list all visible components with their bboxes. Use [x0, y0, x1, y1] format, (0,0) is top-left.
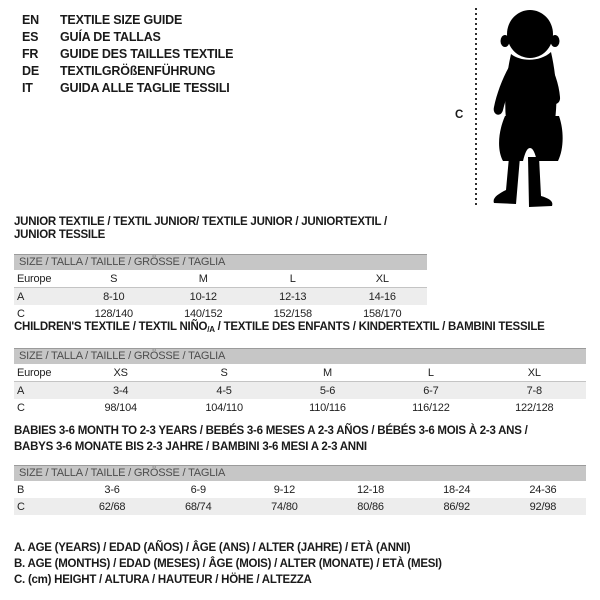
measure-legend [14, 540, 442, 588]
babies-size-table [14, 481, 586, 515]
value-cell: 7-8 [526, 384, 542, 397]
size-header-bar: SIZE / TALLA / TAILLE / GRÖSSE / TAGLIA [14, 348, 586, 364]
size-header-bar: SIZE / TALLA / TAILLE / GRÖSSE / TAGLIA [14, 465, 586, 481]
section-title-part1: CHILDREN'S TEXTILE / TEXTIL NIÑO [14, 321, 208, 333]
size-cell: XL [483, 364, 586, 382]
value-cell: 3-4 [113, 384, 129, 397]
toddler-silhouette-icon [482, 10, 582, 208]
value-cell: 4-5 [216, 384, 232, 397]
size-cell: XL [338, 270, 428, 288]
table-row [14, 399, 586, 416]
section-title-line1: BABIES 3-6 MONTH TO 2-3 YEARS / BEBÉS 3-6 MESES A 2-3 AÑOS / BÉBÉS 3-6 MOIS À 2-3 ANS / [14, 425, 528, 437]
value-cell: 5-6 [319, 384, 336, 397]
row-label: Europe [14, 364, 69, 382]
language-code: DE [22, 64, 39, 78]
value-cell: 12-18 [356, 483, 385, 496]
row-label: C [17, 307, 25, 320]
language-title: TEXTILGRÖßENFÜHRUNG [60, 64, 216, 78]
size-cell: L [379, 364, 482, 382]
language-title: TEXTILE SIZE GUIDE [60, 13, 183, 27]
value-cell: 152/158 [273, 307, 312, 320]
row-label: A [17, 384, 25, 397]
row-label: B [17, 483, 25, 496]
language-code: FR [22, 47, 39, 61]
value-cell: 92/98 [529, 500, 557, 513]
table-row [14, 305, 427, 322]
section-title: JUNIOR TEXTILE / TEXTIL JUNIOR/ TEXTILE JUNIOR / JUNIORTEXTIL / JUNIOR TESSILE [14, 216, 387, 241]
legend-line-c: C. (cm) HEIGHT / ALTURA / HAUTEUR / HÖHE / ALTEZZA [14, 574, 312, 586]
junior-size-table [14, 270, 427, 322]
value-cell: 9-12 [273, 483, 295, 496]
legend-line-b: B. AGE (MONTHS) / EDAD (MESES) / ÂGE (MOIS) / ALTER (MONATE) / ETÀ (MESI) [14, 558, 442, 570]
language-title: GUIDA ALLE TAGLIE TESSILI [60, 81, 230, 95]
value-cell: 8-10 [103, 290, 125, 303]
size-cell: XS [69, 364, 172, 382]
table-row [14, 288, 427, 306]
legend-line-a: A. AGE (YEARS) / EDAD (AÑOS) / ÂGE (ANS) / ALTER (JAHRE) / ETÀ (ANNI) [14, 542, 411, 554]
value-cell: 122/128 [515, 401, 554, 414]
size-cell: M [276, 364, 379, 382]
value-cell: 74/80 [271, 500, 298, 513]
value-cell: 128/140 [94, 307, 133, 320]
table-row [14, 481, 586, 498]
value-cell: 6-9 [190, 483, 206, 496]
section-title [14, 321, 586, 336]
value-cell: 3-6 [104, 483, 120, 496]
size-cell: S [172, 364, 275, 382]
size-header-bar: SIZE / TALLA / TAILLE / GRÖSSE / TAGLIA [14, 254, 427, 270]
table-row [14, 382, 586, 400]
table-row [14, 364, 586, 382]
value-cell: 10-12 [189, 290, 217, 303]
row-label: A [17, 290, 25, 303]
size-cell: M [159, 270, 249, 288]
value-cell: 14-16 [368, 290, 396, 303]
value-cell: 62/68 [98, 500, 126, 513]
value-cell: 110/116 [309, 401, 346, 414]
childrens-textile-section [14, 321, 586, 416]
value-cell: 12-13 [279, 290, 307, 303]
junior-textile-section [14, 216, 427, 322]
section-title-line2: BABYS 3-6 MONATE BIS 2-3 JAHRE / BAMBINI 3-6 MESI A 2-3 ANNI [14, 441, 367, 453]
height-dashed-line [475, 8, 477, 208]
value-cell: 68/74 [184, 500, 212, 513]
value-cell: 104/110 [205, 401, 243, 414]
height-measure-figure [452, 4, 594, 212]
size-cell: S [69, 270, 159, 288]
row-label: C [17, 500, 25, 513]
section-title-subscript: /A [207, 325, 215, 334]
row-label: Europe [14, 270, 69, 288]
language-row-en [22, 12, 233, 29]
value-cell: 158/170 [363, 307, 402, 320]
section-title-part2: / TEXTILE DES ENFANTS / KINDERTEXTIL / BAMBINI TESSILE [214, 321, 545, 333]
height-measure-label: C [455, 109, 464, 121]
language-code: IT [22, 81, 33, 95]
childrens-size-table [14, 364, 586, 416]
value-cell: 80/86 [357, 500, 384, 513]
value-cell: 116/122 [412, 401, 450, 414]
table-row [14, 270, 427, 288]
value-cell: 98/104 [104, 401, 137, 414]
section-title [14, 423, 586, 455]
value-cell: 24-36 [529, 483, 557, 496]
language-row-fr [22, 46, 233, 63]
language-code: ES [22, 30, 39, 44]
value-cell: 140/152 [184, 307, 223, 320]
language-row-de [22, 63, 233, 80]
value-cell: 18-24 [443, 483, 471, 496]
language-code: EN [22, 13, 39, 27]
value-cell: 86/92 [443, 500, 470, 513]
row-label: C [17, 401, 25, 414]
size-cell: L [248, 270, 338, 288]
babies-textile-section [14, 423, 586, 515]
language-title: GUÍA DE TALLAS [60, 30, 161, 44]
language-title-list [22, 12, 233, 97]
language-row-it [22, 80, 233, 97]
language-row-es [22, 29, 233, 46]
table-row [14, 498, 586, 515]
language-title: GUIDE DES TAILLES TEXTILE [60, 47, 234, 61]
value-cell: 6-7 [423, 384, 439, 397]
